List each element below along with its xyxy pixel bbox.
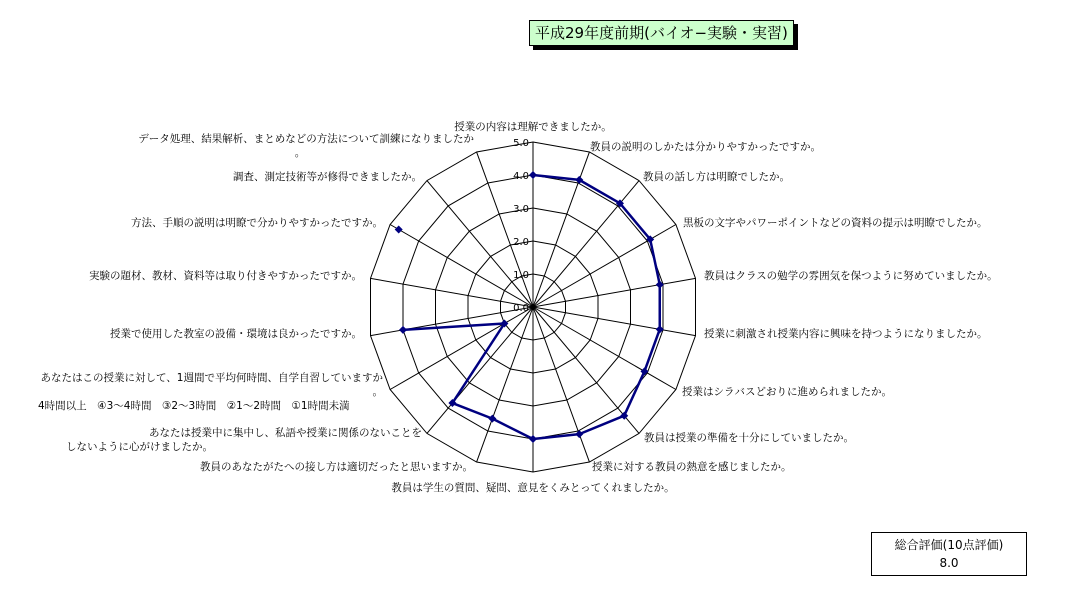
category-label-14: 実験の題材、教材、資料等は取り付きやすかったですか。 bbox=[89, 270, 362, 282]
series-segment-9 bbox=[492, 419, 533, 439]
category-label-12-line-1: 。 bbox=[372, 386, 383, 398]
series-segment-11 bbox=[452, 324, 504, 404]
category-label-4: 教員はクラスの勉学の雰囲気を保つように努めていましたか。 bbox=[704, 270, 998, 282]
category-label-11-line-1: しないように心がけましたか。 bbox=[66, 441, 213, 453]
category-label-6: 授業はシラバスどおりに進められましたか。 bbox=[682, 386, 892, 398]
category-label-3: 黒板の文字やパワーポイントなどの資料の提示は明瞭でしたか。 bbox=[683, 217, 988, 229]
category-label-8: 授業に対する教員の熱意を感じましたか。 bbox=[592, 461, 792, 473]
chart-title: 平成29年度前期(バイオ−実験・実習) bbox=[529, 20, 794, 46]
category-label-15: 方法、手順の説明は明瞭で分かりやすかったですか。 bbox=[131, 217, 383, 229]
tick-label-5: 5.0 bbox=[513, 138, 529, 149]
series-segment-1 bbox=[579, 180, 620, 203]
data-point-6 bbox=[640, 367, 648, 375]
category-label-12-line-2: 4時間以上 ④3〜4時間 ③2〜3時間 ②1〜2時間 ①1時間未満 bbox=[38, 400, 350, 412]
series-segment-7 bbox=[579, 416, 624, 434]
radar-grid bbox=[371, 142, 696, 472]
category-label-10: 教員のあなたがたへの接し方は適切だったと思いますか。 bbox=[200, 461, 473, 473]
category-label-0: 授業の内容は理解できましたか。 bbox=[454, 121, 612, 133]
overall-score-value: 8.0 bbox=[939, 556, 959, 570]
category-label-11-line-0: あなたは授業中に集中し、私語や授業に関係のないことを bbox=[149, 427, 422, 439]
category-label-2: 教員の話し方は明瞭でしたか。 bbox=[643, 171, 790, 183]
series-segment-5 bbox=[644, 329, 659, 371]
category-label-16: 調査、測定技術等が修得できましたか。 bbox=[233, 171, 422, 183]
category-label-12-line-0: あなたはこの授業に対して、1週間で平均何時間、自学自習していますか bbox=[40, 372, 383, 384]
tick-label-0: 0.0 bbox=[513, 303, 529, 314]
radar-tick-labels bbox=[513, 138, 529, 314]
tick-label-4: 4.0 bbox=[513, 171, 529, 182]
category-label-5: 授業に刺激され授業内容に興味を持つようになりましたか。 bbox=[704, 328, 988, 340]
tick-label-3: 3.0 bbox=[513, 204, 529, 215]
data-point-15 bbox=[395, 225, 403, 233]
category-label-17-line-0: データ処理、結果解析、まとめなどの方法について訓練になりましたか bbox=[138, 133, 474, 145]
overall-score-box bbox=[871, 532, 1027, 576]
series-segment-2 bbox=[620, 203, 650, 239]
tick-label-2: 2.0 bbox=[513, 237, 529, 248]
data-point-0 bbox=[529, 171, 537, 179]
data-point-13 bbox=[399, 326, 407, 334]
grid-spoke-10 bbox=[477, 307, 533, 462]
series-segment-12 bbox=[403, 324, 504, 330]
series-segment-3 bbox=[650, 239, 660, 284]
category-label-9: 教員は学生の質問、疑問、意見をくみとってくれましたか。 bbox=[391, 482, 675, 494]
series-segment-6 bbox=[624, 371, 644, 415]
category-label-17-line-1: 。 bbox=[294, 147, 306, 159]
tick-label-1: 1.0 bbox=[513, 270, 529, 281]
category-label-1: 教員の説明のしかたは分かりやすかったですか。 bbox=[590, 141, 821, 153]
series-segment-10 bbox=[452, 403, 492, 419]
category-label-13: 授業で使用した教室の設備・環境は良かったですか。 bbox=[110, 328, 362, 340]
overall-score-label: 総合評価(10点評価) bbox=[894, 538, 1004, 552]
category-label-7: 教員は授業の準備を十分にしていましたか。 bbox=[644, 432, 854, 444]
